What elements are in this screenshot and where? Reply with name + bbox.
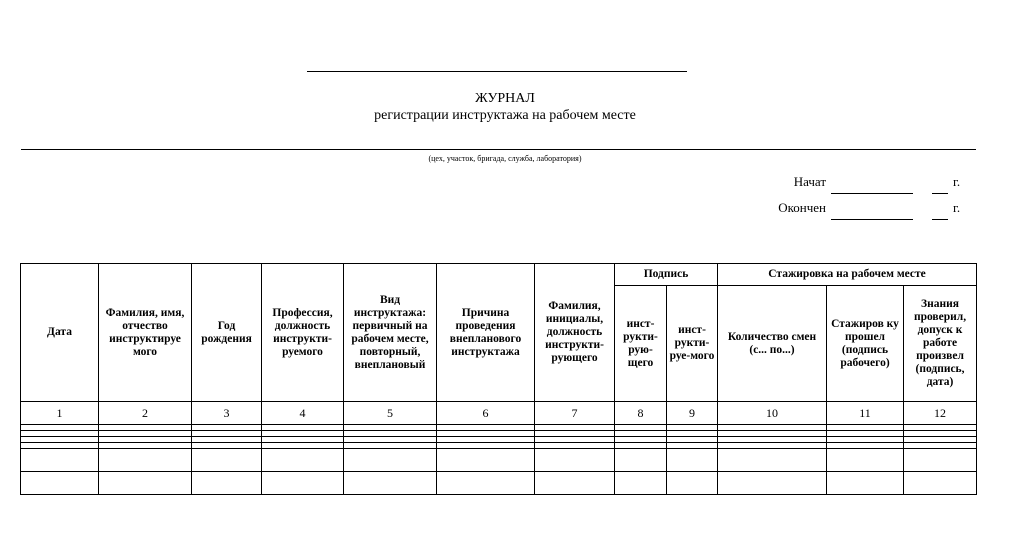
ended-label: Окончен xyxy=(778,200,826,215)
organization-line xyxy=(307,71,687,72)
header-date: Дата xyxy=(21,264,99,402)
column-number: 9 xyxy=(667,402,718,425)
department-line xyxy=(21,149,976,150)
started-label: Начат xyxy=(793,174,826,189)
header-reason: Причина проведения внепланового инструктажа xyxy=(437,264,535,402)
ended-year-blank xyxy=(932,205,948,220)
started-year-blank xyxy=(932,179,948,194)
started-date-blank xyxy=(831,179,913,194)
column-number: 4 xyxy=(262,402,344,425)
column-number: 2 xyxy=(99,402,192,425)
column-number: 10 xyxy=(718,402,827,425)
column-number: 5 xyxy=(344,402,437,425)
header-internship-group: Стажировка на рабочем месте xyxy=(718,264,977,286)
header-intern-passed: Стажиров ку прошел (подпись рабочего) xyxy=(827,286,904,402)
header-sign-instructor: инст-рукти-рую-щего xyxy=(615,286,667,402)
instruction-journal-table xyxy=(20,263,977,495)
column-number: 6 xyxy=(437,402,535,425)
header-signature-group: Подпись xyxy=(615,264,718,286)
header-row-top xyxy=(21,264,977,286)
journal-subtitle: регистрации инструктажа на рабочем месте xyxy=(374,108,636,123)
column-number-row xyxy=(21,402,977,425)
started-year-suffix: г. xyxy=(953,174,961,189)
column-number: 8 xyxy=(615,402,667,425)
header-knowledge-checked: Знания проверил, допуск к работе произвел (подпись, дата) xyxy=(904,286,977,402)
ended-date-blank xyxy=(831,205,913,220)
header-instruction-type: Вид инструктажа: первичный на рабочем месте, повторный, внеплановый xyxy=(344,264,437,402)
header-shifts: Количество смен (с... по...) xyxy=(718,286,827,402)
column-number: 12 xyxy=(904,402,977,425)
table-row xyxy=(21,472,977,495)
department-caption: (цех, участок, бригада, служба, лаборатория) xyxy=(428,154,582,163)
ended-row xyxy=(740,200,826,216)
header-birth-year: Год рождения xyxy=(192,264,262,402)
ended-year-suffix: г. xyxy=(953,200,961,215)
column-number: 7 xyxy=(535,402,615,425)
header-instructor: Фамилия, инициалы, должность инструкти-рующего xyxy=(535,264,615,402)
column-number: 1 xyxy=(21,402,99,425)
started-row xyxy=(740,174,826,190)
header-sign-instructed: инст-рукти-руе-мого xyxy=(667,286,718,402)
header-full-name: Фамилия, имя, отчество инструктируе мого xyxy=(99,264,192,402)
header-profession: Профессия, должность инструкти-руемого xyxy=(262,264,344,402)
column-number: 11 xyxy=(827,402,904,425)
journal-title: ЖУРНАЛ xyxy=(475,91,535,106)
column-number: 3 xyxy=(192,402,262,425)
table-row xyxy=(21,449,977,472)
